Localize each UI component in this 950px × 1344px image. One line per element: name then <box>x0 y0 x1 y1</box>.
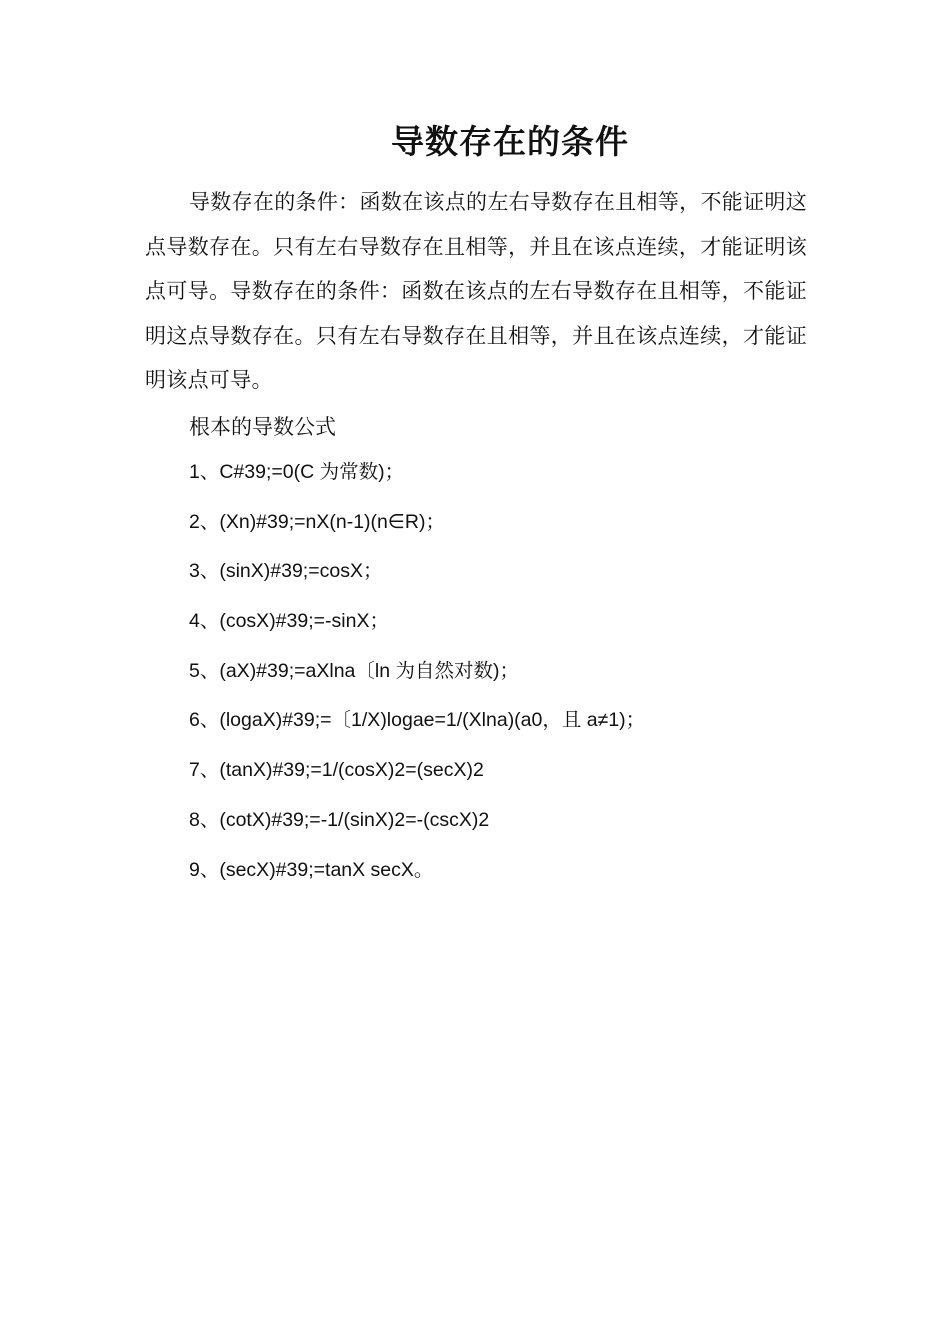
document-title: 导数存在的条件 <box>391 122 629 161</box>
formula-item-2: 2、(Xn)#39;=nX(n-1)(n∈R)； <box>189 510 445 533</box>
formula-item-5: 5、(aX)#39;=aXlna〔ln 为自然对数)； <box>189 659 519 682</box>
formula-item-6: 6、(logaX)#39;=〔1/X)logae=1/(Xlna)(a0，且 a≠1)； <box>189 709 646 732</box>
formula-list <box>189 448 809 895</box>
formula-item-9: 9、(secX)#39;=tanX secX。 <box>189 858 434 881</box>
formula-item-8: 8、(cotX)#39;=-1/(sinX)2=-(cscX)2 <box>189 808 490 831</box>
body-paragraph: 导数存在的条件：函数在该点的左右导数存在且相等，不能证明这点导数存在。只有左右导数存在且相等，并且在该点连续，才能证明该点可导。导数存在的条件：函数在该点的左右导数存在且相等，不能证明这点导数存在。只有左右导数存在且相等，并且在该点连续，才能证明该点可导。 <box>145 190 807 392</box>
formula-section-heading: 根本的导数公式 <box>189 415 336 439</box>
formula-item-7: 7、(tanX)#39;=1/(cosX)2=(secX)2 <box>189 759 484 782</box>
formula-item-4: 4、(cosX)#39;=-sinX； <box>189 610 389 633</box>
formula-item-1: 1、C#39;=0(C 为常数)； <box>189 461 405 483</box>
formula-item-3: 3、(sinX)#39;=cosX； <box>189 560 383 583</box>
